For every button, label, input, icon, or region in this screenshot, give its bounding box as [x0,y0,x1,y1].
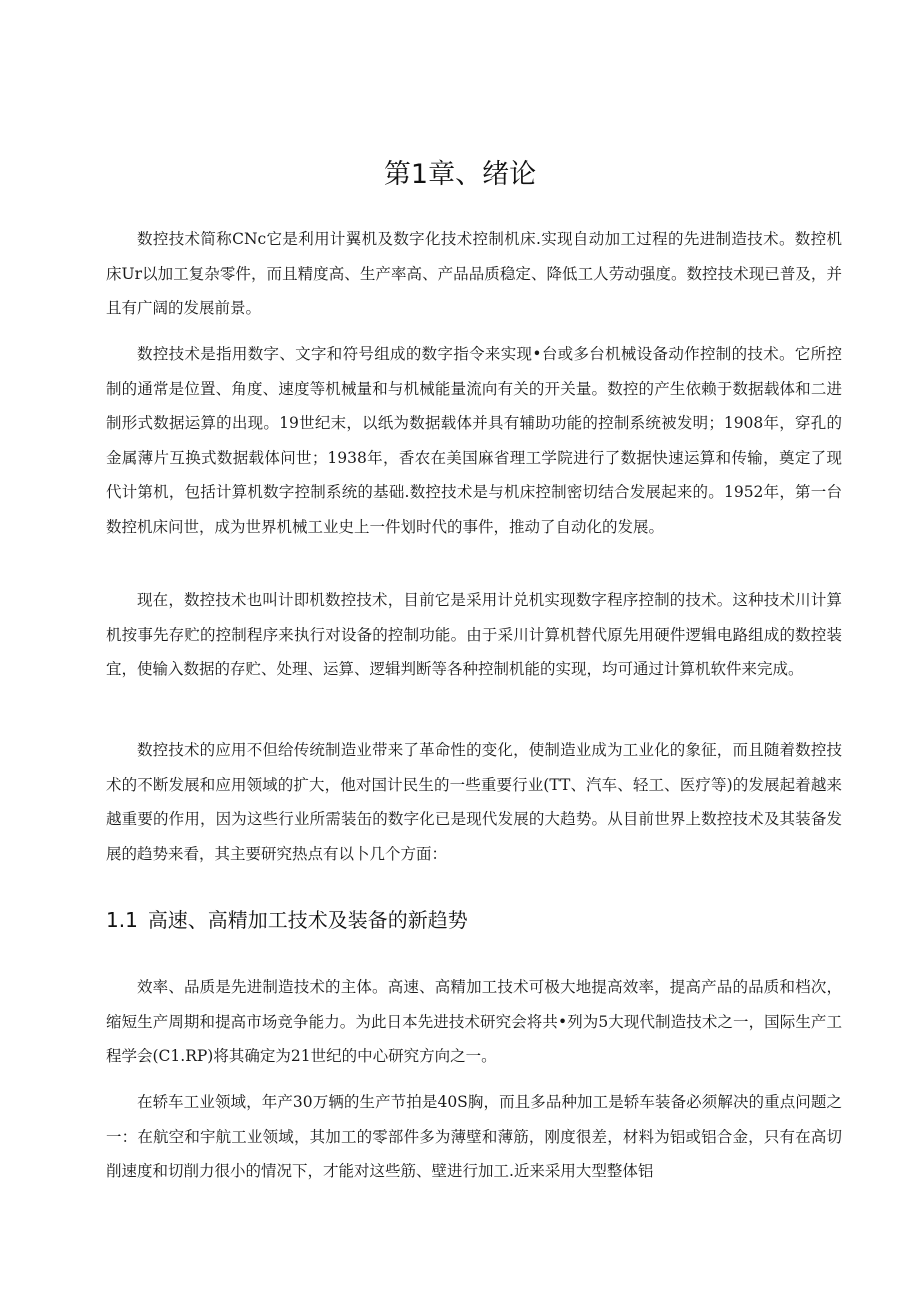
chapter-title: 第1章、绪论 [383,159,537,190]
section-heading [106,904,842,933]
section-number: 1.1 [106,908,138,932]
section-title-text: 高速、高精加工技术及装备的新趋势 [147,908,468,932]
paragraph-applications: 数控技术的应用不但给传统制造业带来了革命性的变化，使制造业成为工业化的象征，而且随着数控技术的不断发展和应用领域的扩大，他对国计民生的一些重要行业(TT、汽车、轻工、医疗等)的发展起着越来越重要的作用，因为这些行业所需装缶的数字化已是现代发展的大趋势。从目前世界上数控技术及其装备发展的趋势来看，其主要研究热点有以卜几个方面： [106,741,842,863]
paragraph-computer-numerical-control: 现在，数控技术也叫计即机数控技术，目前它是采用计兑机实现数字程序控制的技术。这种技术川计算机按事先存贮的控制程序来执行对设备的控制功能。由于采川计算机替代原先用硬件逻辑电路组成的数控装宜，使输入数据的存贮、处理、运算、逻辑判断等各种控制机能的实现，均可通过计算机软件来完成。 [106,591,842,678]
paragraph-automotive-aerospace: 在轿车工业领域，年产30万辆的生产节拍是40S胸，而且多品种加工是轿车装备必须解决的重点问题之一：在航空和宇航工业领域，其加工的零部件多为薄壁和薄筋，刚度很差，材料为铝或铝合金，只有在高切削速度和切削力很小的情况下，才能对这些筋、壁进行加工.近来采用大型整体铝 [106,1093,842,1180]
paragraph-definition: 数控技术是指用数字、文字和符号组成的数字指令来实现•台或多台机械设备动作控制的技术。它所控制的通常是位置、角度、速度等机械量和与机械能量流向有关的开关量。数控的产生依赖于数据载体和二进制形式数据运算的出现。19世纪末，以纸为数据载体并具有辅助功能的控制系统被发明；1908年，穿孔的金属薄片互换式数据载体问世；1938年，香农在美国麻省理工学院进行了数据快速运算和传输，奠定了现代计第机，包括计算机数字控制系统的基础.数控技术是与机床控制密切结合发展起来的。1952年，第一台数控机床问世，成为世界机械工业史上一件划时代的事件，推动了自动化的发展。 [106,345,842,536]
paragraph-efficiency: 效率、品质是先进制造技术的主体。高速、高精加工技术可极大地提高效率，提高产品的品质和档次，缩短生产周期和提高市场竞争能力。为此日本先进技术研究会将共•列为5大现代制造技术之一，国际生产工程学会(C1.RP)将其确定为21世纪的中心研究方向之一。 [106,978,842,1065]
paragraph-intro: 数控技术简称CNc它是利用计翼机及数字化技术控制机床.实现自动加工过程的先进制造技术。数控机床Ur以加工复杂零件，而且精度高、生产率高、产品品质稳定、降低工人劳动强度。数控技术现已普及，并且有广阔的发展前景。 [106,230,842,317]
